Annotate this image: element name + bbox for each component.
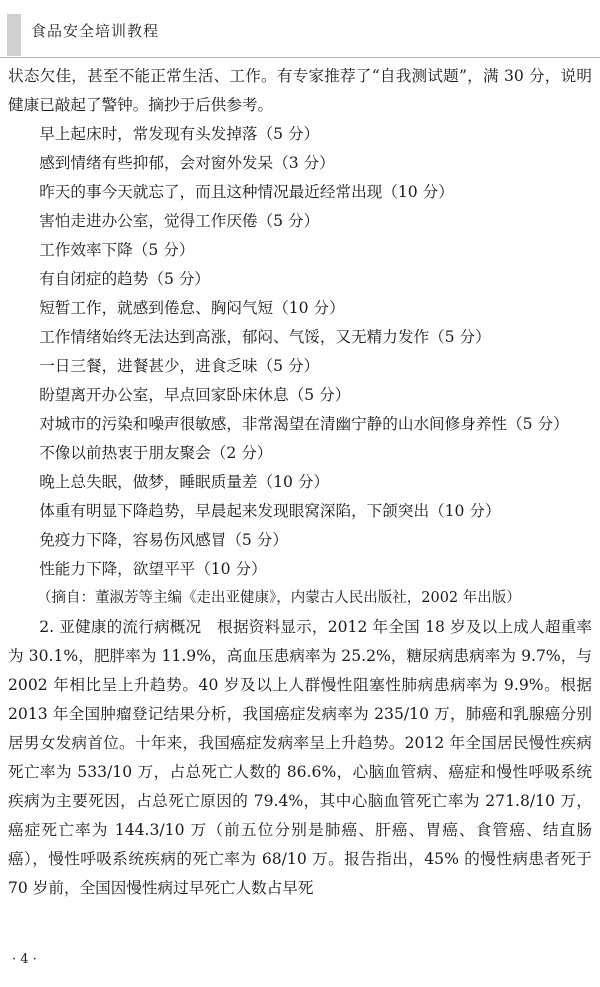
test-item-4: 害怕走进办公室，觉得工作厌倦（5 分）: [39, 212, 320, 230]
test-item-12: 不像以前热衷于朋友聚会（2 分）: [39, 444, 273, 462]
test-item-5: 工作效率下降（5 分）: [39, 241, 195, 259]
header-accent-bar: [7, 14, 21, 56]
source-citation: （摘自：董淑芳等主编《走出亚健康》，内蒙古人民出版社，2002 年出版）: [37, 590, 521, 606]
test-item-3: 昨天的事今天就忘了，而且这种情况最近经常出现（10 分）: [39, 183, 454, 201]
paragraph-intro: 状态欠佳，甚至不能正常生活、工作。有专家推荐了“自我测试题”，满 30 分，说明健康已敲起了警钟。摘抄于后供参考。: [8, 67, 592, 114]
paragraph-epidemiology: 2. 亚健康的流行病概况 根据资料显示，2012 年全国 18 岁及以上成人超重率为 30.1%，肥胖率为 11.9%，高血压患病率为 25.2%，糖尿病患病率为 9.7%，与 2002 年相比呈上升趋势。40 岁及以上人群慢性阻塞性肺病患病率为 9.9%。根据 2013 年全国肿瘤登记结果分析，我国癌症发病率为 235/10 万，肺癌和乳腺癌分别居男女发病首位。十年来，我国癌症发病率呈上升趋势。2012 年全国居民慢性疾病死亡率为 533/10 万，占总死亡人数的 86.6%，心脑血管病、癌症和慢性呼吸系统疾病为主要死因，占总死亡原因的 79.4%，其中心脑血管死亡率为 271.8/10 万，癌症死亡率为 144.3/10 万（前五位分别是肺癌、肝癌、胃癌、食管癌、结直肠癌），慢性呼吸系统疾病的死亡率为 68/10 万。报告指出，45% 的慢性病患者死于 70 岁前，全国因慢性病过早死亡人数占早死: [8, 618, 592, 897]
page-number: · 4 ·: [12, 952, 37, 967]
header-divider: [0, 57, 600, 58]
test-item-16: 性能力下降，欲望平平（10 分）: [39, 560, 267, 578]
document-body: [8, 62, 592, 903]
test-item-6: 有自闭症的趋势（5 分）: [39, 270, 211, 288]
test-item-14: 体重有明显下降趋势，早晨起来发现眼窝深陷，下颌突出（10 分）: [39, 502, 501, 520]
test-item-7: 短暂工作，就感到倦怠、胸闷气短（10 分）: [39, 299, 345, 317]
test-item-10: 盼望离开办公室，早点回家卧床休息（5 分）: [39, 386, 351, 404]
test-item-11: 对城市的污染和噪声很敏感，非常渴望在清幽宁静的山水间修身养性（5 分）: [39, 415, 569, 433]
test-item-8: 工作情绪始终无法达到高涨，郁闷、气馁，又无精力发作（5 分）: [39, 328, 491, 346]
test-item-2: 感到情绪有些抑郁，会对窗外发呆（3 分）: [39, 154, 335, 172]
test-item-13: 晚上总失眠，做梦，睡眠质量差（10 分）: [39, 473, 330, 491]
running-header-title: 食品安全培训教程: [31, 22, 160, 40]
test-item-15: 免疫力下降，容易伤风感冒（5 分）: [39, 531, 288, 549]
test-item-1: 早上起床时，常发现有头发掉落（5 分）: [39, 125, 320, 143]
test-item-9: 一日三餐，进餐甚少，进食乏味（5 分）: [39, 357, 320, 375]
